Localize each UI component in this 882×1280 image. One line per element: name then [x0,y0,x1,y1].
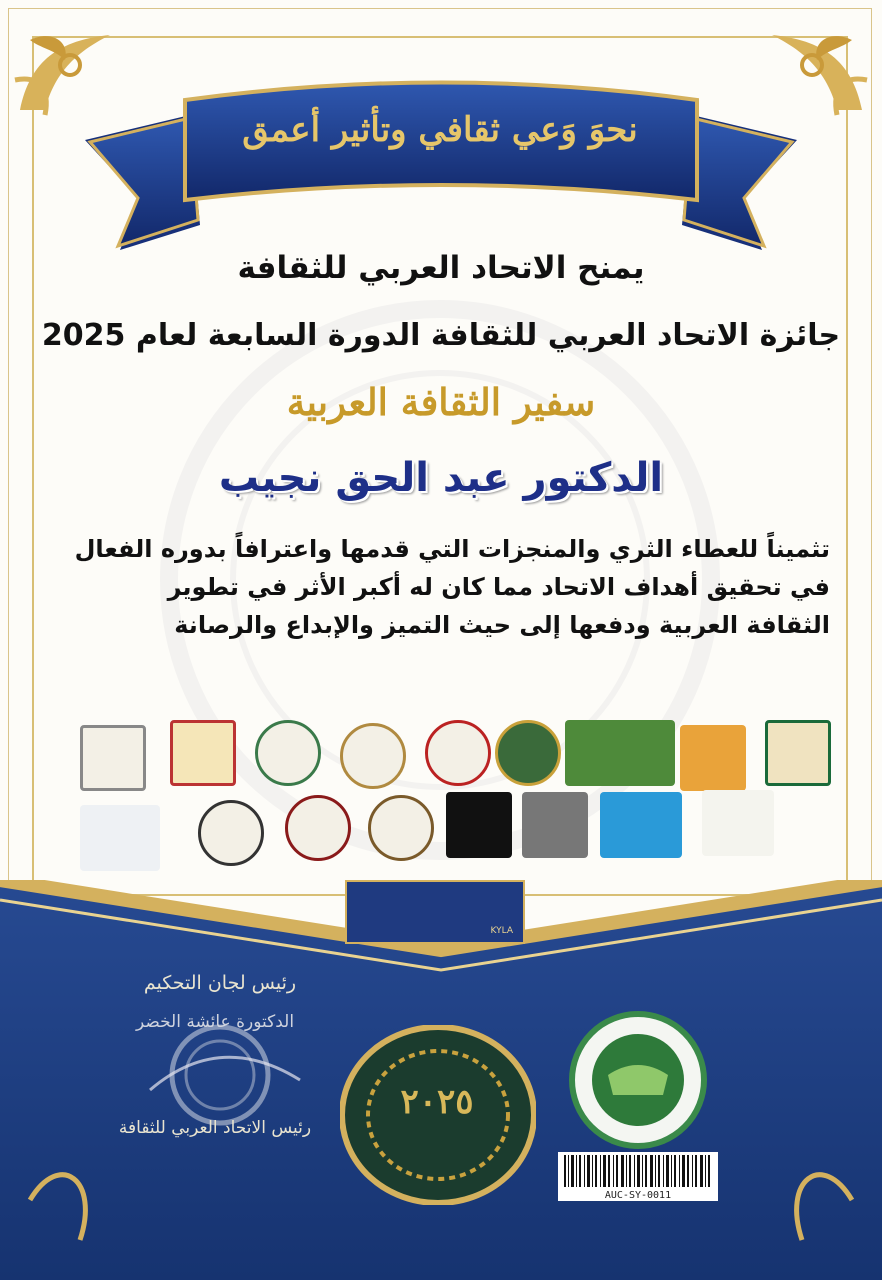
chair-name: الدكتورة عائشة الخضر [135,1012,295,1032]
sponsor-badge [345,880,525,944]
title-ribbon [0,60,882,260]
arab-map-logo [565,720,675,786]
partner-logo-nukhb [80,805,160,871]
partner-logo [285,795,351,861]
barcode-icon [558,1152,718,1190]
seal-year: ٢٠٢٥ [400,1082,474,1122]
citation-text [50,530,830,644]
partner-logo [368,795,434,861]
award-title: سفير الثقافة العربية [286,380,596,424]
partner-logo-aou [425,720,491,786]
partner-logo [170,720,236,786]
partner-logo-iha [340,723,406,789]
award-line: جائزة الاتحاد العربي للثقافة الدورة السابعة لعام 2025 [41,318,841,353]
barcode-code: AUC-SY-0011 [558,1190,718,1201]
partner-logo [765,720,831,786]
partner-logo [680,725,746,791]
partner-logo [702,790,774,856]
partner-logo [198,800,264,866]
partner-logo [522,792,588,858]
citation-line: في تحقيق أهداف الاتحاد مما كان له أكبر الأثر في تطوير [167,573,830,601]
partner-logo [495,720,561,786]
banner-slogan: نحوَ وَعي ثقافي وتأثير أعمق [242,110,638,150]
partner-logo-orion [446,792,512,858]
stamp-icon [120,1020,320,1130]
grants-line: يمنح الاتحاد العربي للثقافة [237,250,645,286]
partner-logo-cme [600,792,682,858]
chair-title: رئيس لجان التحكيم [143,972,297,994]
chair-position: رئيس الاتحاد العربي للثقافة [118,1118,312,1138]
citation-line: الثقافة العربية ودفعها إلى حيث التميز والإبداع والرصانة [174,611,830,639]
citation-line: تثميناً للعطاء الثري والمنجزات التي قدمها واعترافاً بدوره الفعال [74,535,830,563]
partner-logo-sok [80,725,146,791]
sponsor-label: KYLA [490,926,513,936]
union-emblem-icon [568,1010,708,1150]
recipient-name: الدكتور عبد الحق نجيب [218,455,664,501]
partner-logo [255,720,321,786]
